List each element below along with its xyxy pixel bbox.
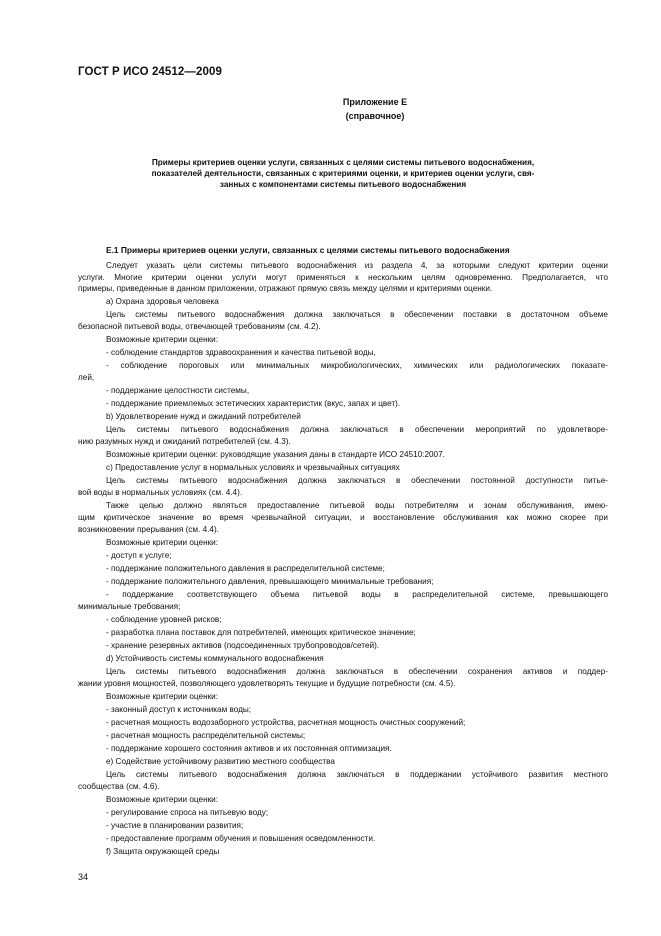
body-line: возникновении прерывания (см. 4.4).: [78, 525, 219, 534]
list-item: - регулирование спроса на питьевую воду;: [106, 808, 269, 817]
annex-label: Приложение Е: [342, 97, 408, 107]
body-line: Цель системы питьевого водоснабжения должна заключаться в поддержании устойчивого развития местного: [106, 770, 608, 779]
title-line: занных с компонентами системы питьевого водоснабжения: [219, 180, 467, 189]
body-line: сообщества (см. 4.6).: [78, 782, 160, 791]
list-item: - соблюдение пороговых или минимальных микробиологических, химических или радиологических показате-: [106, 361, 608, 370]
section-heading: Е.1 Примеры критериев оценки услуги, связанных с целями системы питьевого водоснабжения: [106, 245, 510, 255]
list-item: - расчетная мощность водозаборного устройства, расчетная мощность очистных сооружений;: [106, 718, 466, 727]
body-line: Цель системы питьевого водоснабжения должна заключаться в обеспечении постоянной доступности питье-: [106, 476, 608, 485]
subsection-heading: e) Содействие устойчивому развитию местного сообщества: [106, 757, 335, 766]
list-item: - поддержание хорошего состояния активов и их постоянная оптимизация.: [106, 744, 392, 753]
body-line: услуги. Многие критерии оценки услуги могут применяться к нескольким целям одновременно. Предполагается, что: [78, 273, 608, 282]
list-item: - предоставление программ обучения и повышения осведомленности.: [106, 834, 376, 843]
subsection-heading: f) Защита окружающей среды: [106, 847, 220, 856]
list-item: - разработка плана поставок для потребителей, имеющих критическое значение;: [106, 628, 416, 637]
body-line: Возможные критерии оценки:: [106, 335, 219, 344]
body-line: Следует указать цели системы питьевого водоснабжения из раздела 4, за которыми следуют критерии оценки: [106, 261, 608, 270]
body-line: минимальные требования;: [78, 602, 181, 611]
list-item: - поддержание приемлемых эстетических характеристик (вкус, запах и цвет).: [106, 399, 401, 408]
body-line: лей,: [78, 373, 95, 382]
subsection-heading: a) Охрана здоровья человека: [106, 297, 219, 306]
body-line: жании уровня мощностей, позволяющего удовлетворять текущие и будущие потребности (см. 4.5).: [78, 679, 456, 688]
list-item: - поддержание соответствующего объема питьевой воды в распределительной системе, превышающего: [106, 590, 608, 599]
body-line: примеры, приведенные в данном приложении, отражают прямую связь между целями и критериями оценки.: [78, 284, 493, 293]
title-line: Примеры критериев оценки услуги, связанных с целями системы питьевого водоснабжения,: [151, 158, 535, 167]
body-line: Также целью должно являться предоставление питьевой воды потребителям и зонам обслуживания, имею-: [106, 501, 608, 510]
list-item: - законный доступ к источникам воды;: [106, 705, 252, 714]
list-item: - расчетная мощность распределительной системы;: [106, 731, 306, 740]
list-item: - доступ к услуге;: [106, 551, 172, 560]
subsection-heading: d) Устойчивость системы коммунального водоснабжения: [106, 654, 324, 663]
annex-title: [78, 157, 598, 190]
subsection-heading: c) Предоставление услуг в нормальных условиях и чрезвычайных ситуациях: [106, 463, 400, 472]
list-item: - поддержание положительного давления в распределительной системе;: [106, 564, 385, 573]
body-line: Цель системы питьевого водоснабжения должна заключаться в обеспечении поставки в достаточном объеме: [106, 310, 608, 319]
subsection-heading: b) Удовлетворение нужд и ожиданий потребителей: [106, 412, 301, 421]
body-line: Цель системы питьевого водоснабжения должна заключаться в обеспечении сохранения активов и поддер-: [106, 667, 608, 676]
body-line: Возможные критерии оценки:: [106, 538, 219, 547]
annex-note: (справочное): [345, 111, 405, 121]
list-item: - участие в планировании развития;: [106, 821, 244, 830]
body-line: нию разумных нужд и ожиданий потребителей (см. 4.3).: [78, 437, 291, 446]
body-line: Возможные критерии оценки:: [106, 795, 219, 804]
body-line: щим критическое значение во время чрезвычайной ситуации, и восстановление обслуживания как можно скорее при: [78, 513, 608, 522]
body-line: Возможные критерии оценки: руководящие указания даны в стандарте ИСО 24510:2007.: [106, 450, 445, 459]
page-number: 34: [78, 872, 89, 882]
title-line: показателей деятельности, связанных с критериями оценки, и критериев оценки услуги, свя-: [151, 169, 535, 178]
body-line: вой воды в нормальных условиях (см. 4.4).: [78, 488, 243, 497]
document-header: ГОСТ Р ИСО 24512—2009: [78, 66, 223, 78]
list-item: - поддержание целостности системы,: [106, 386, 250, 395]
list-item: - поддержание положительного давления, превышающего минимальные требования;: [106, 577, 434, 586]
body-line: Цель системы питьевого водоснабжения должна заключаться в обеспечении мероприятий по удовлетворе-: [106, 425, 608, 434]
list-item: - соблюдение уровней рисков;: [106, 615, 222, 624]
body-line: безопасной питьевой воды, отвечающей требованиям (см. 4.2).: [78, 322, 321, 331]
body-line: Возможные критерии оценки:: [106, 692, 219, 701]
list-item: - хранение резервных активов (подсоединенных трубопроводов/сетей).: [106, 641, 380, 650]
list-item: - соблюдение стандартов здравоохранения и качества питьевой воды,: [106, 348, 376, 357]
